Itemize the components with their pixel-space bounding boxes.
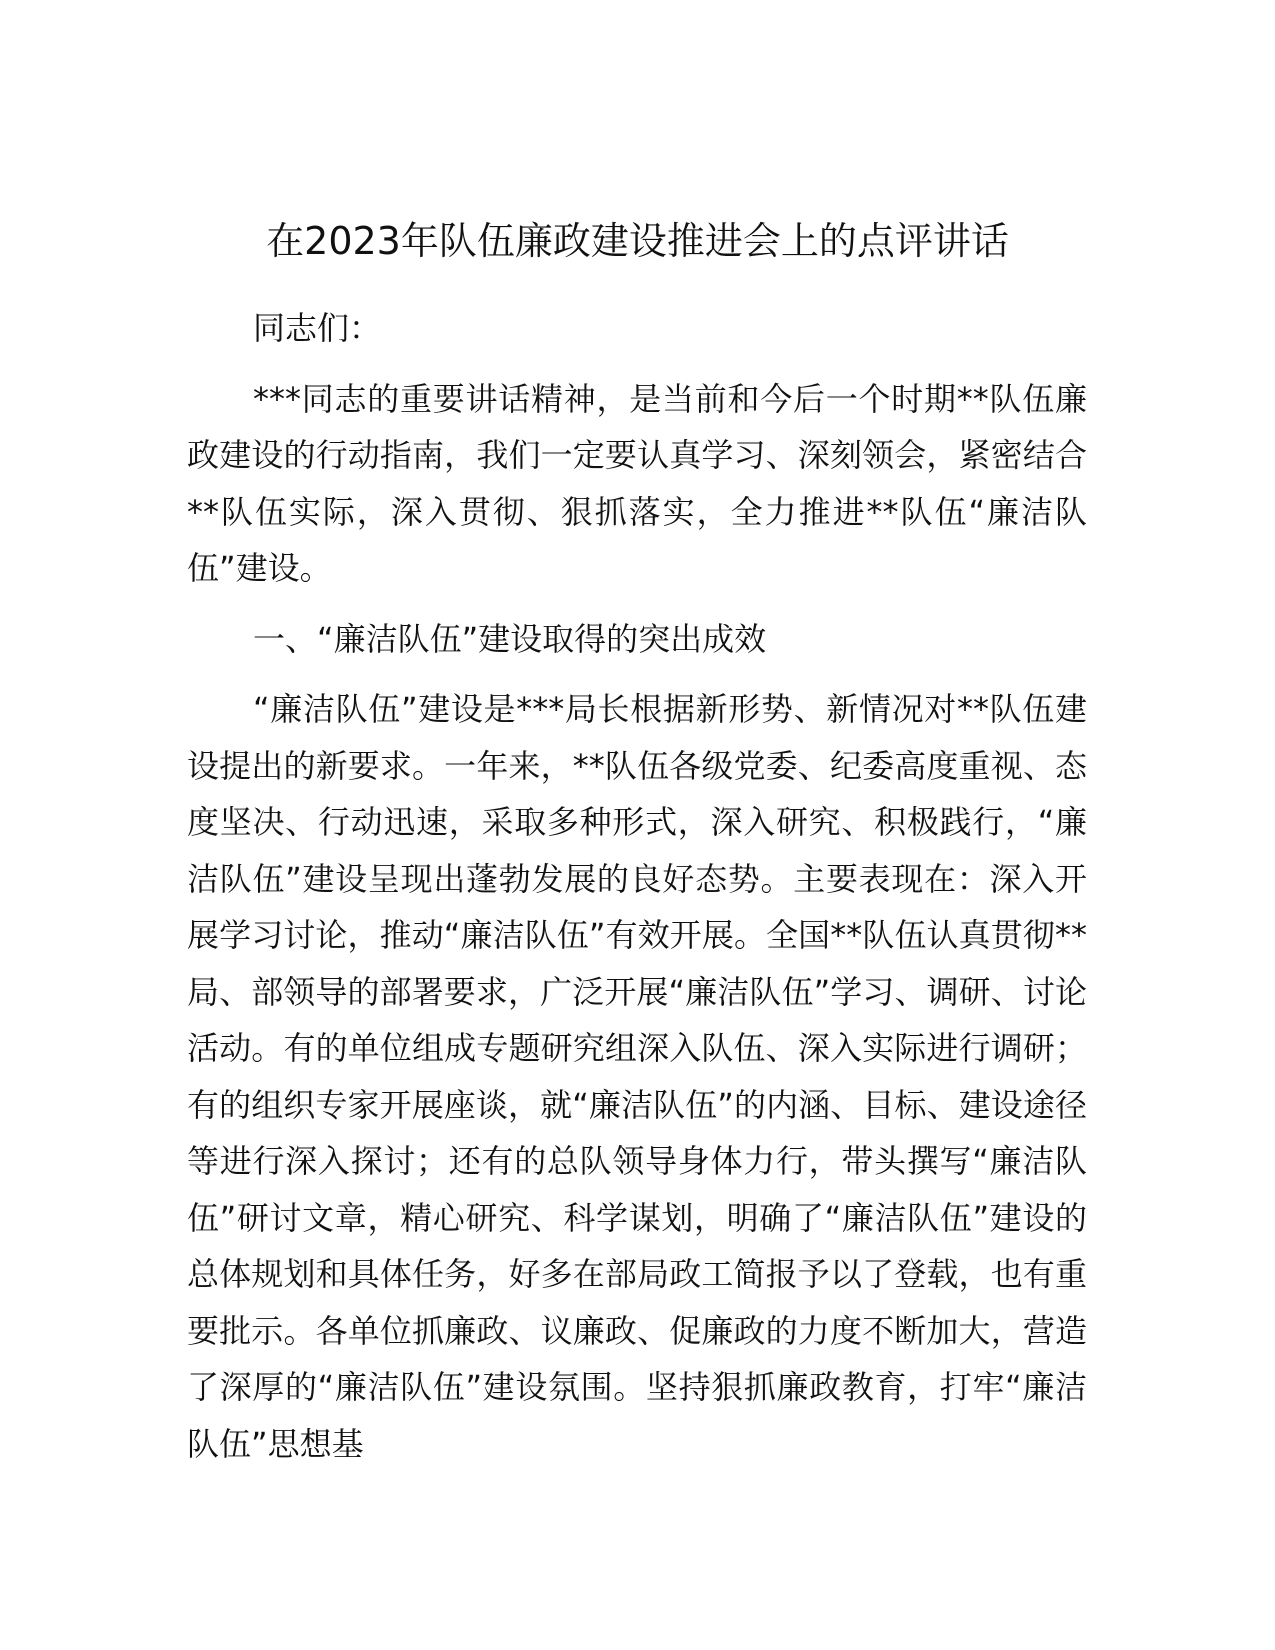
document-title: 在2023年队伍廉政建设推进会上的点评讲话: [266, 219, 1009, 263]
paragraph-section-1: “廉洁队伍”建设是***局长根据新形势、新情况对**队伍建设提出的新要求。一年来，**队伍各级党委、纪委高度重视、态度坚决、行动迅速，采取多种形式，深入研究、积极践行，“廉洁队伍”建设呈现出蓬勃发展的良好态势。主要表现在：深入开展学习讨论，推动“廉洁队伍”有效开展。全国**队伍认真贯彻**局、部领导的部署要求，广泛开展“廉洁队伍”学习、调研、讨论活动。有的单位组成专题研究组深入队伍、深入实际进行调研；有的组织专家开展座谈，就“廉洁队伍”的内涵、目标、建设途径等进行深入探讨；还有的总队领导身体力行，带头撰写“廉洁队伍”研讨文章，精心研究、科学谋划，明确了“廉洁队伍”建设的总体规划和具体任务，好多在部局政工简报予以了登载，也有重要批示。各单位抓廉政、议廉政、促廉政的力度不断加大，营造了深厚的“廉洁队伍”建设氛围。坚持狠抓廉政教育，打牢“廉洁队伍”思想基: [187, 690, 1087, 1463]
salutation: 同志们：: [253, 309, 382, 347]
document-body: [187, 300, 1087, 1486]
paragraph-intro: ***同志的重要讲话精神，是当前和今后一个时期**队伍廉政建设的行动指南，我们一定要认真学习、深刻领会，紧密结合**队伍实际，深入贯彻、狠抓落实，全力推进**队伍“廉洁队伍”建设。: [187, 379, 1087, 587]
section-heading-1: 一、“廉洁队伍”建设取得的突出成效: [253, 619, 767, 658]
